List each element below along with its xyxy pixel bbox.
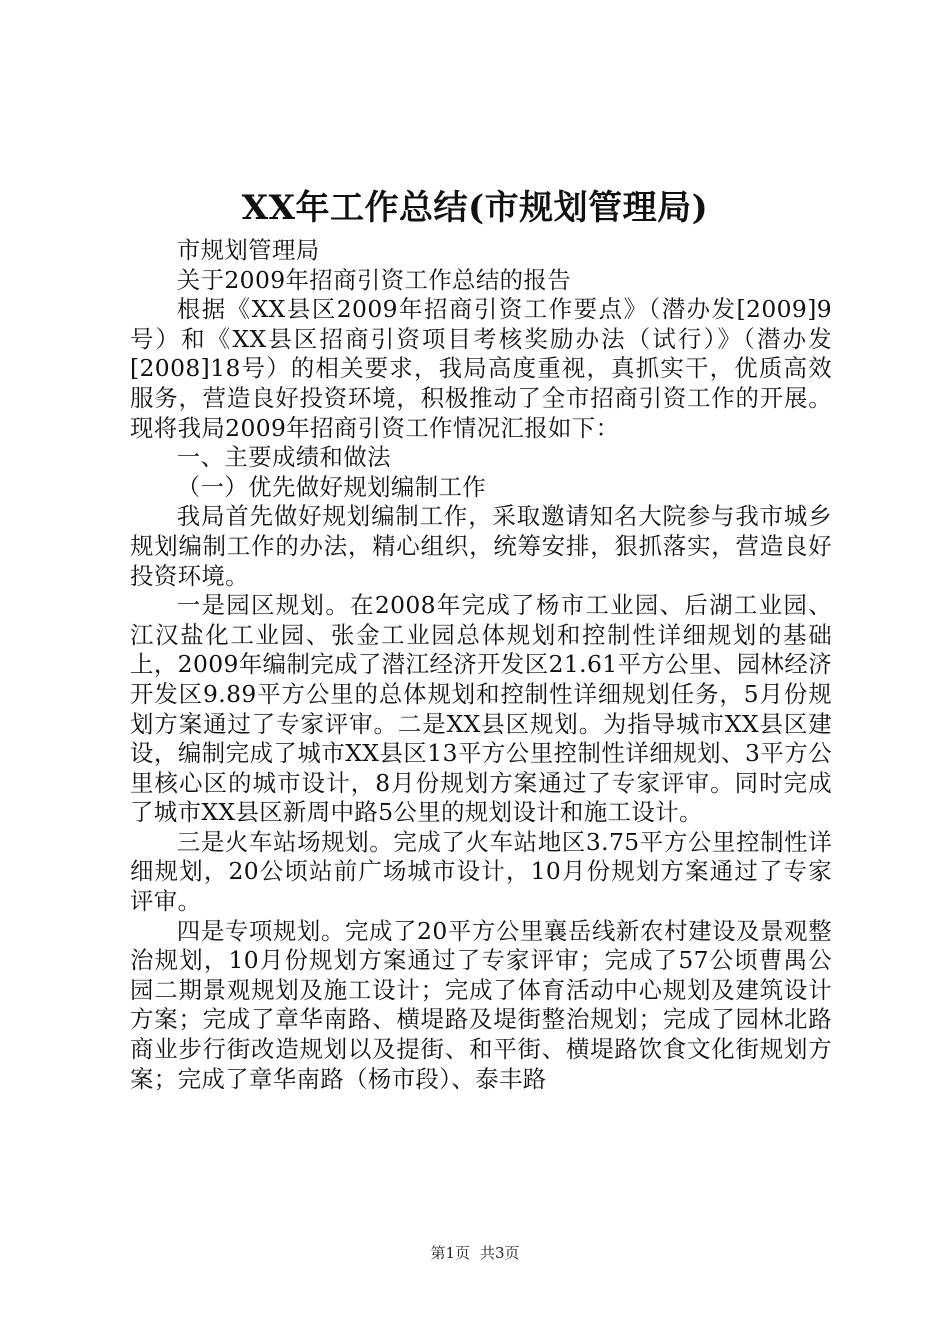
paragraph: 四是专项规划。完成了20平方公里襄岳线新农村建设及景观整治规划，10月份规划方案通过了专家评审；完成了57公顷曹禺公园二期景观规划及施工设计；完成了体育活动中心规划及建筑设计方案；完成了章华南路、横堤路及堤街整治规划；完成了园林北路商业步行街改造规划以及提街、和平街、横堤路饮食文化街规划方案；完成了章华南路（杨市段）、泰丰路 xyxy=(130,916,832,1093)
document-body xyxy=(130,236,832,1094)
page-footer xyxy=(0,1243,950,1263)
paragraph: 关于2009年招商引资工作总结的报告 xyxy=(176,265,571,294)
document-title: XX年工作总结(市规划管理局) xyxy=(241,188,709,228)
paragraph: 一是园区规划。在2008年完成了杨市工业园、后湖工业园、江汉盐化工业园、张金工业园总体规划和控制性详细规划的基础上，2009年编制完成了潜江经济开发区21.61平方公里、园林经济开发区9.89平方公里的总体规划和控制性详细规划任务，5月份规划方案通过了专家评审。二是XX县区规划。为指导城市XX县区建设，编制完成了城市XX县区13平方公里控制性详细规划、3平方公里核心区的城市设计，8月份规划方案通过了专家评审。同时完成了城市XX县区新周中路5公里的规划设计和施工设计。 xyxy=(130,591,832,827)
page-total: 共3页 xyxy=(480,1244,520,1262)
paragraph: 根据《XX县区2009年招商引资工作要点》（潜办发[2009]9号）和《XX县区招商引资项目考核奖励办法（试行）》（潜办发[2008]18号）的相关要求，我局高度重视，真抓实干，优质高效服务，营造良好投资环境，积极推动了全市招商引资工作的开展。现将我局2009年招商引资工作情况汇报如下： xyxy=(130,295,832,442)
paragraph: 我局首先做好规划编制工作，采取邀请知名大院参与我市城乡规划编制工作的办法，精心组织，统筹安排，狠抓落实，营造良好投资环境。 xyxy=(130,502,832,590)
section-heading: 一、主要成绩和做法 xyxy=(176,443,391,472)
paragraph: 三是火车站场规划。完成了火车站地区3.75平方公里控制性详细规划，20公顷站前广场城市设计，10月份规划方案通过了专家评审。 xyxy=(130,827,832,916)
subsection-heading: （一）优先做好规划编制工作 xyxy=(176,472,487,501)
page-number: 第1页 xyxy=(430,1244,470,1262)
paragraph: 市规划管理局 xyxy=(176,236,320,264)
